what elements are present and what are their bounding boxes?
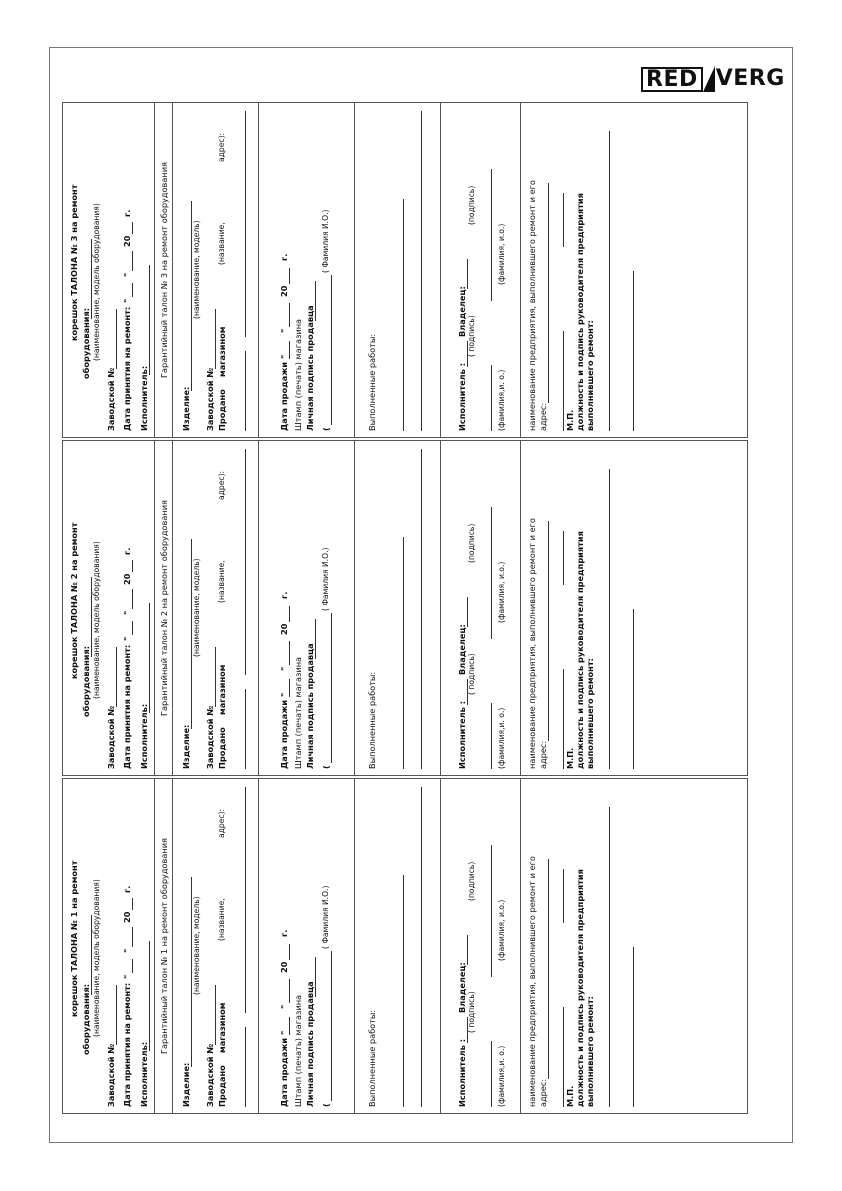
serial2-line bbox=[215, 309, 216, 369]
sale-year-prefix: 20 bbox=[279, 961, 289, 973]
owner-sign-hint: (подпись) bbox=[467, 185, 476, 225]
stub-section bbox=[63, 103, 155, 437]
item-label: Изделие: bbox=[181, 386, 191, 431]
shop-label: магазином bbox=[217, 664, 227, 715]
accept-date-quote-open: " bbox=[122, 636, 132, 641]
mp-label: М.П. bbox=[565, 1085, 575, 1107]
accept-date-quote-open: " bbox=[122, 974, 132, 979]
brand-logo-verg: VERG bbox=[715, 66, 785, 91]
sale-section bbox=[259, 103, 355, 437]
mp-label: М.П. bbox=[565, 409, 575, 431]
serial2-label: Заводской № bbox=[205, 705, 215, 769]
item-section bbox=[173, 779, 259, 1113]
owner-label: Владелец: bbox=[457, 624, 467, 675]
address-line-1 bbox=[245, 689, 246, 769]
sale-date-label: Дата продажи " bbox=[279, 692, 289, 769]
company-line-3 bbox=[563, 193, 564, 247]
mp-label: М.П. bbox=[565, 747, 575, 769]
sale-month-line bbox=[289, 979, 290, 1003]
warranty-title-section bbox=[155, 441, 173, 775]
stub-section bbox=[63, 441, 155, 775]
sale-date-label: Дата продажи " bbox=[279, 354, 289, 431]
executor2-fio-hint: (фамилия,и. о.) bbox=[497, 707, 506, 769]
repairer-line bbox=[609, 469, 610, 769]
company-line-2 bbox=[563, 669, 564, 769]
serial-line bbox=[116, 985, 117, 1045]
accept-date-label: Дата принятия на ремонт: bbox=[122, 644, 132, 769]
warranty-coupon-2 bbox=[62, 440, 748, 776]
name-hint: ( Фамилия И.О.) bbox=[321, 209, 330, 273]
item-label: Изделие: bbox=[181, 1062, 191, 1107]
owner-sign-hint: (подпись) bbox=[467, 861, 476, 901]
accept-year-line bbox=[132, 560, 133, 572]
accept-year-prefix: 20 bbox=[122, 235, 132, 247]
sale-section bbox=[259, 779, 355, 1113]
works-line-1 bbox=[403, 199, 404, 431]
sale-day-line bbox=[289, 1017, 290, 1035]
company-section bbox=[521, 441, 748, 775]
warranty-title-section bbox=[155, 779, 173, 1113]
sale-month-line bbox=[289, 641, 290, 665]
executor2-fio-line bbox=[491, 1041, 492, 1107]
name-hint: ( Фамилия И.О.) bbox=[321, 547, 330, 611]
sale-date-label: Дата продажи " bbox=[279, 1030, 289, 1107]
owner-fio-hint: (фамилия, и.о.) bbox=[497, 223, 506, 285]
repairer-label: выполнившего ремонт: bbox=[585, 996, 595, 1107]
executor-line bbox=[149, 265, 150, 375]
signatures-section bbox=[441, 779, 521, 1113]
accept-date-label: Дата принятия на ремонт: bbox=[122, 982, 132, 1107]
accept-month-line bbox=[132, 251, 133, 271]
repairer-line-2 bbox=[633, 609, 634, 769]
seller-name-line bbox=[331, 951, 332, 1101]
repairer-line-2 bbox=[633, 271, 634, 431]
company-line-2 bbox=[563, 1007, 564, 1107]
accept-date-label: Дата принятия на ремонт: bbox=[122, 306, 132, 431]
accept-year-line bbox=[132, 898, 133, 910]
director-label: должность и подпись руководителя предприятия bbox=[575, 869, 585, 1107]
accept-date-quote-close: " bbox=[122, 610, 132, 615]
signatures-section bbox=[441, 103, 521, 437]
accept-month-line bbox=[132, 927, 133, 947]
sale-year-line bbox=[289, 944, 290, 960]
sale-year-prefix: 20 bbox=[279, 623, 289, 635]
stub-title: корешок ТАЛОНА № 1 на ремонт bbox=[69, 860, 79, 1017]
executor-line bbox=[149, 941, 150, 1051]
stub-title: корешок ТАЛОНА № 2 на ремонт bbox=[69, 522, 79, 679]
executor-line bbox=[149, 603, 150, 713]
owner-sign-hint: (подпись) bbox=[467, 523, 476, 563]
works-line-2 bbox=[421, 449, 422, 769]
company-address-line bbox=[548, 183, 549, 403]
serial-label: Заводской № bbox=[106, 1043, 116, 1107]
repairer-label: выполнившего ремонт: bbox=[585, 658, 595, 769]
stub-title: корешок ТАЛОНА № 3 на ремонт bbox=[69, 184, 79, 341]
accept-year-prefix: 20 bbox=[122, 911, 132, 923]
equipment-hint: (наименование, модель оборудования) bbox=[92, 879, 101, 1037]
company-label: наименование предприятия, выполнившего ремонт и его bbox=[527, 856, 537, 1107]
address-hint: адрес): bbox=[217, 132, 226, 162]
accept-day-line bbox=[132, 959, 133, 973]
serial-line bbox=[116, 647, 117, 707]
name-paren-open: ( bbox=[321, 427, 331, 431]
executor-label: Исполнитель: bbox=[139, 1041, 149, 1107]
sale-date-quote: " bbox=[279, 666, 289, 671]
sale-section bbox=[259, 441, 355, 775]
owner-fio-line bbox=[491, 169, 492, 301]
sale-year-suffix: г. bbox=[279, 591, 289, 599]
executor2-label: Исполнитель : bbox=[457, 701, 467, 769]
owner-fio-line bbox=[491, 507, 492, 639]
shop-label: магазином bbox=[217, 1002, 227, 1053]
executor-label: Исполнитель: bbox=[139, 365, 149, 431]
owner-label: Владелец: bbox=[457, 962, 467, 1013]
stamp-label: Штамп (печать) магазина bbox=[293, 656, 303, 769]
company-address-line bbox=[548, 859, 549, 1079]
sale-day-line bbox=[289, 679, 290, 697]
works-section bbox=[355, 779, 441, 1113]
company-address-label: адрес: bbox=[538, 740, 548, 769]
warranty-title: Гарантийный талон № 1 на ремонт оборудования bbox=[159, 838, 169, 1054]
accept-year-suffix: г. bbox=[122, 885, 132, 893]
shop-name-hint: (название, bbox=[217, 560, 226, 603]
serial-label: Заводской № bbox=[106, 367, 116, 431]
repairer-line bbox=[609, 131, 610, 431]
works-line-2 bbox=[421, 111, 422, 431]
sold-label: Продано bbox=[217, 1065, 227, 1107]
executor2-fio-hint: (фамилия,и. о.) bbox=[497, 369, 506, 431]
address-line-1 bbox=[245, 351, 246, 431]
serial-label: Заводской № bbox=[106, 705, 116, 769]
executor2-sign-hint: ( подпись) bbox=[467, 653, 476, 695]
seller-sign-label: Личная подпись продавца bbox=[305, 643, 315, 769]
serial2-label: Заводской № bbox=[205, 367, 215, 431]
sale-date-quote: " bbox=[279, 1004, 289, 1009]
brand-logo-red: RED bbox=[641, 67, 703, 92]
item-hint: (наименование, модель) bbox=[192, 558, 201, 657]
works-line-2 bbox=[421, 787, 422, 1107]
seller-sign-line bbox=[315, 957, 316, 997]
item-section bbox=[173, 103, 259, 437]
address-line-2 bbox=[245, 449, 246, 675]
executor2-fio-line bbox=[491, 703, 492, 769]
serial2-line bbox=[215, 647, 216, 707]
executor2-label: Исполнитель : bbox=[457, 363, 467, 431]
accept-date-quote-close: " bbox=[122, 272, 132, 277]
owner-sign-line bbox=[467, 935, 468, 965]
company-line-2 bbox=[563, 331, 564, 431]
equipment-label: оборудования: bbox=[81, 645, 91, 717]
company-section bbox=[521, 779, 748, 1113]
executor2-sign-hint: ( подпись) bbox=[467, 315, 476, 357]
equipment-label: оборудования: bbox=[81, 983, 91, 1055]
stamp-label: Штамп (печать) магазина bbox=[293, 994, 303, 1107]
name-paren-open: ( bbox=[321, 765, 331, 769]
address-line-2 bbox=[245, 111, 246, 337]
sale-month-line bbox=[289, 303, 290, 327]
seller-sign-line bbox=[315, 619, 316, 659]
owner-fio-hint: (фамилия, и.о.) bbox=[497, 561, 506, 623]
seller-sign-label: Личная подпись продавца bbox=[305, 981, 315, 1107]
item-hint: (наименование, модель) bbox=[192, 220, 201, 319]
accept-year-line bbox=[132, 222, 133, 234]
equipment-hint: (наименование, модель оборудования) bbox=[92, 541, 101, 699]
seller-name-line bbox=[331, 275, 332, 425]
company-line-3 bbox=[563, 869, 564, 923]
works-line-1 bbox=[403, 537, 404, 769]
item-hint: (наименование, модель) bbox=[192, 896, 201, 995]
company-line-3 bbox=[563, 531, 564, 585]
accept-year-suffix: г. bbox=[122, 547, 132, 555]
company-section bbox=[521, 103, 748, 437]
works-section bbox=[355, 103, 441, 437]
executor2-label: Исполнитель : bbox=[457, 1039, 467, 1107]
shop-name-hint: (название, bbox=[217, 898, 226, 941]
works-label: Выполненные работы: bbox=[367, 1009, 377, 1107]
repairer-line-2 bbox=[633, 947, 634, 1107]
works-label: Выполненные работы: bbox=[367, 671, 377, 769]
sale-day-line bbox=[289, 341, 290, 359]
executor2-sign-hint: ( подпись) bbox=[467, 991, 476, 1033]
equipment-label: оборудования: bbox=[81, 307, 91, 379]
equipment-hint: (наименование, модель оборудования) bbox=[92, 203, 101, 361]
repairer-label: выполнившего ремонт: bbox=[585, 320, 595, 431]
sale-date-quote: " bbox=[279, 328, 289, 333]
sale-year-prefix: 20 bbox=[279, 285, 289, 297]
executor2-fio-line bbox=[491, 365, 492, 431]
serial2-line bbox=[215, 985, 216, 1045]
executor-label: Исполнитель: bbox=[139, 703, 149, 769]
seller-name-line bbox=[331, 613, 332, 763]
accept-date-quote-close: " bbox=[122, 948, 132, 953]
brand-logo-slash bbox=[703, 66, 715, 92]
accept-year-suffix: г. bbox=[122, 209, 132, 217]
executor2-fio-hint: (фамилия,и. о.) bbox=[497, 1045, 506, 1107]
works-section bbox=[355, 441, 441, 775]
company-address-label: адрес: bbox=[538, 1078, 548, 1107]
warranty-sheet bbox=[62, 102, 748, 1114]
warranty-coupons bbox=[62, 102, 748, 1114]
name-hint: ( Фамилия И.О.) bbox=[321, 885, 330, 949]
signatures-section bbox=[441, 441, 521, 775]
company-address-line bbox=[548, 521, 549, 741]
warranty-coupon-1 bbox=[62, 778, 748, 1114]
warranty-coupon-3 bbox=[62, 102, 748, 438]
item-section bbox=[173, 441, 259, 775]
sale-year-line bbox=[289, 268, 290, 284]
serial-line bbox=[116, 309, 117, 369]
works-line-1 bbox=[403, 875, 404, 1107]
name-paren-open: ( bbox=[321, 1103, 331, 1107]
address-line-2 bbox=[245, 787, 246, 1013]
sale-year-suffix: г. bbox=[279, 929, 289, 937]
company-address-label: адрес: bbox=[538, 402, 548, 431]
seller-sign-line bbox=[315, 281, 316, 321]
company-label: наименование предприятия, выполнившего ремонт и его bbox=[527, 518, 537, 769]
sold-label: Продано bbox=[217, 727, 227, 769]
owner-label: Владелец: bbox=[457, 286, 467, 337]
stamp-label: Штамп (печать) магазина bbox=[293, 318, 303, 431]
accept-day-line bbox=[132, 283, 133, 297]
owner-fio-hint: (фамилия, и.о.) bbox=[497, 899, 506, 961]
shop-label: магазином bbox=[217, 326, 227, 377]
address-line-1 bbox=[245, 1027, 246, 1107]
stub-section bbox=[63, 779, 155, 1113]
owner-sign-line bbox=[467, 597, 468, 627]
warranty-title: Гарантийный талон № 3 на ремонт оборудования bbox=[159, 162, 169, 378]
shop-name-hint: (название, bbox=[217, 222, 226, 265]
accept-date-quote-open: " bbox=[122, 298, 132, 303]
company-label: наименование предприятия, выполнившего ремонт и его bbox=[527, 180, 537, 431]
warranty-title: Гарантийный талон № 2 на ремонт оборудования bbox=[159, 500, 169, 716]
address-hint: адрес): bbox=[217, 470, 226, 500]
repairer-line bbox=[609, 807, 610, 1107]
sale-year-line bbox=[289, 606, 290, 622]
accept-year-prefix: 20 bbox=[122, 573, 132, 585]
accept-month-line bbox=[132, 589, 133, 609]
seller-sign-label: Личная подпись продавца bbox=[305, 305, 315, 431]
item-label: Изделие: bbox=[181, 724, 191, 769]
warranty-title-section bbox=[155, 103, 173, 437]
works-label: Выполненные работы: bbox=[367, 333, 377, 431]
owner-sign-line bbox=[467, 259, 468, 289]
director-label: должность и подпись руководителя предприятия bbox=[575, 193, 585, 431]
director-label: должность и подпись руководителя предприятия bbox=[575, 531, 585, 769]
brand-logo bbox=[641, 66, 785, 92]
accept-day-line bbox=[132, 621, 133, 635]
address-hint: адрес): bbox=[217, 808, 226, 838]
owner-fio-line bbox=[491, 845, 492, 977]
sold-label: Продано bbox=[217, 389, 227, 431]
serial2-label: Заводской № bbox=[205, 1043, 215, 1107]
sale-year-suffix: г. bbox=[279, 253, 289, 261]
